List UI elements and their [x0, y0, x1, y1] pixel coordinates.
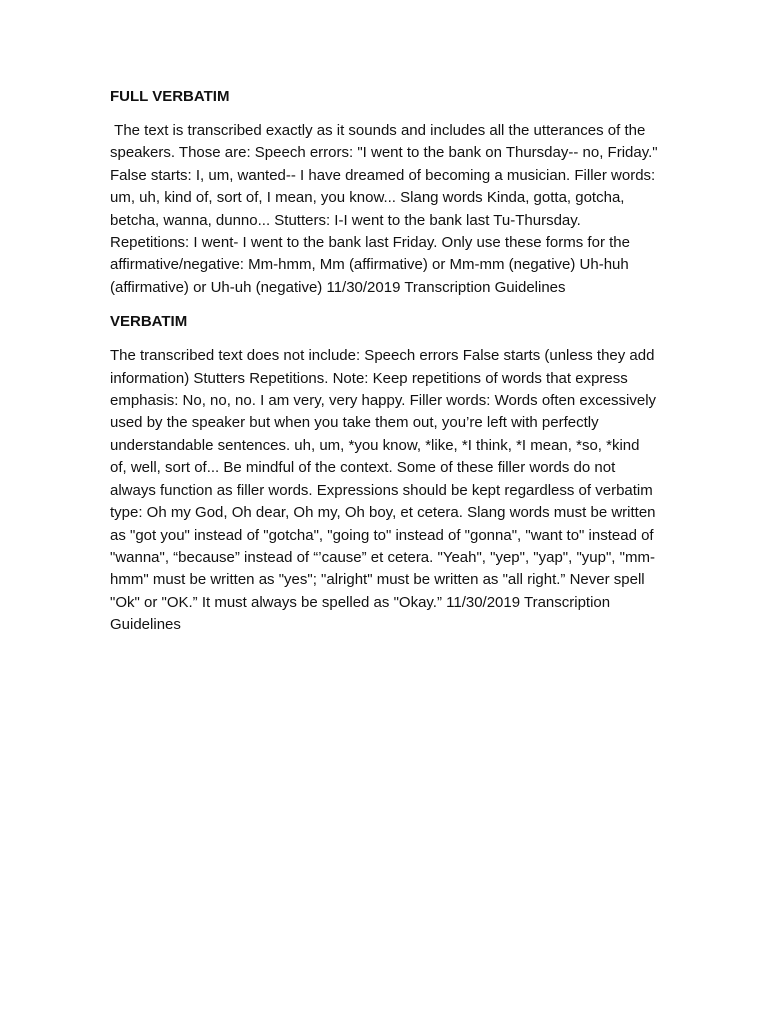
section-heading: FULL VERBATIM	[110, 88, 230, 105]
section-body: The transcribed text does not include: Speech errors False starts (unless they add information) Stutters Repetitions. Note: Keep repetitions of words that express emphasis: No, no, no. I am very, very happy. Filler words: Words often excessively used by the speaker but when you take them out, you’re left with perfectly understandable sentences. uh, um, *you know, *like, *I think, *I mean, *so, *kind of, well, sort of... Be mindful of the context. Some of these filler words do not always function as filler words. Expressions should be kept regardless of verbatim type: Oh my God, Oh dear, Oh my, Oh boy, et cetera. Slang words must be written as "got you" instead of "gotcha", "going to" instead of "gonna", "want to" instead of "wanna", “because” instead of “’cause” et cetera. "Yeah", "yep", "yap", "yup", "mm-hmm" must be written as "yes"; "alright" must be written as "all right.” Never spell "Ok" or "OK.” It must always be spelled as "Okay.” 11/30/2019 Transcription Guidelines	[110, 347, 661, 634]
section-body: The text is transcribed exactly as it sounds and includes all the utterances of the speakers. Those are: Speech errors: "I went to the bank on Thursday-- no, Friday." False starts: I, um, wanted-- I have dreamed of becoming a musician. Filler words: um, uh, kind of, sort of, I mean, you know... Slang words Kinda, gotta, gotcha, betcha, wanna, dunno... Stutters: I-I went to the bank last Tu-Thursday. Repetitions: I went- I went to the bank last Friday. Only use these forms for the affirmative/negative: Mm-hmm, Mm (affirmative) or Mm-mm (negative) Uh-huh (affirmative) or Uh-uh (negative) 11/30/2019 Transcription Guidelines	[110, 122, 662, 296]
section-full-verbatim	[110, 86, 662, 299]
document-page	[110, 86, 662, 649]
section-verbatim	[110, 311, 661, 636]
section-heading: VERBATIM	[110, 313, 188, 331]
